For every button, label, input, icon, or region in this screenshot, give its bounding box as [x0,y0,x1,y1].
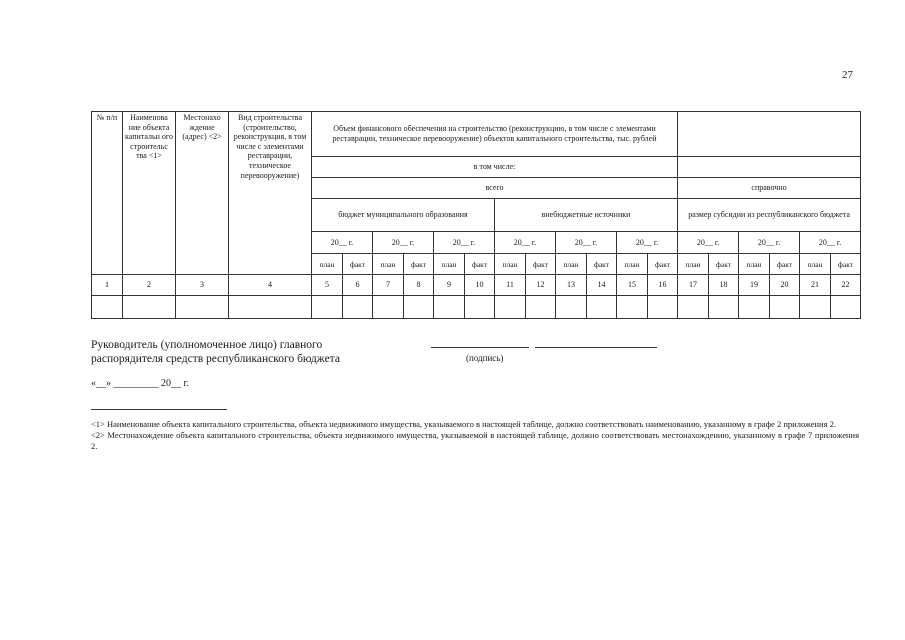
signature-block [91,338,340,366]
header-blank [678,112,861,157]
column-number: 10 [465,275,495,296]
signature-line[interactable] [431,347,529,348]
header-plan: план [373,254,404,275]
header-plan: план [312,254,343,275]
header-fact: факт [709,254,739,275]
empty-cell[interactable] [176,296,229,319]
empty-cell[interactable] [678,296,709,319]
column-number: 2 [123,275,176,296]
header-year: 20__ г. [434,232,495,254]
column-number: 3 [176,275,229,296]
header-fact: факт [343,254,373,275]
header-year: 20__ г. [739,232,800,254]
empty-cell[interactable] [709,296,739,319]
empty-cell[interactable] [556,296,587,319]
header-year: 20__ г. [556,232,617,254]
footnote-2: <2> Местонахождение объекта капитального строительства, объекта недвижимого имущества, указываемой в настоящей таблице, должно соответствовать местонахождению, указанному в графе 7 приложения 2. [91,430,859,451]
footnotes [91,419,859,452]
empty-cell[interactable] [343,296,373,319]
column-number: 18 [709,275,739,296]
header-fact: факт [526,254,556,275]
header-plan: план [495,254,526,275]
footnote-divider [91,409,227,410]
header-year: 20__ г. [617,232,678,254]
page-number: 27 [842,69,853,81]
header-extra-budget: внебюджетные источники [495,199,678,232]
column-number: 12 [526,275,556,296]
header-fact: факт [404,254,434,275]
header-in-total: в том числе: [312,157,678,178]
header-year: 20__ г. [312,232,373,254]
header-fact: факт [831,254,861,275]
column-number: 22 [831,275,861,296]
column-number: 7 [373,275,404,296]
empty-cell[interactable] [770,296,800,319]
header-object-name: Наименова ние объекта капитальн ого строительс тва <1> [123,112,176,275]
empty-cell[interactable] [312,296,343,319]
header-plan: план [434,254,465,275]
header-fact: факт [465,254,495,275]
header-plan: план [556,254,587,275]
financing-table [91,111,861,319]
header-location: Местонахо ждение (адрес) <2> [176,112,229,275]
column-number: 15 [617,275,648,296]
name-line[interactable] [535,347,657,348]
column-number: 13 [556,275,587,296]
column-number: 11 [495,275,526,296]
empty-cell[interactable] [831,296,861,319]
empty-cell[interactable] [587,296,617,319]
header-fact: факт [587,254,617,275]
empty-cell[interactable] [404,296,434,319]
empty-cell[interactable] [465,296,495,319]
header-financing: Объем финансового обеспечения на строительство (реконструкцию, в том числе с элементами реставрации, техническое перевооружение) объектов капитального строительства, тыс. рублей [312,112,678,157]
date-line: «__» _________ 20__ г. [91,378,189,389]
header-year: 20__ г. [373,232,434,254]
column-number: 17 [678,275,709,296]
header-num: № п/п [92,112,123,275]
column-number: 19 [739,275,770,296]
header-year: 20__ г. [800,232,861,254]
header-fact: факт [648,254,678,275]
header-year: 20__ г. [495,232,556,254]
empty-cell[interactable] [739,296,770,319]
header-municipal-budget: бюджет муниципального образования [312,199,495,232]
column-number: 1 [92,275,123,296]
column-number: 9 [434,275,465,296]
column-number: 16 [648,275,678,296]
header-plan: план [678,254,709,275]
header-plan: план [617,254,648,275]
empty-cell[interactable] [648,296,678,319]
column-number: 6 [343,275,373,296]
header-plan: план [800,254,831,275]
empty-cell[interactable] [495,296,526,319]
empty-cell[interactable] [92,296,123,319]
header-construction-type: Вид строительства (строительство, реконструкция, в том числе с элементами реставрации, техническое перевооружение) [229,112,312,275]
empty-cell[interactable] [617,296,648,319]
column-number: 5 [312,275,343,296]
header-total: всего [312,178,678,199]
empty-cell[interactable] [526,296,556,319]
empty-cell[interactable] [373,296,404,319]
signatory-title-line2: распорядителя средств республиканского бюджета [91,353,340,365]
header-year: 20__ г. [678,232,739,254]
column-number: 20 [770,275,800,296]
header-plan: план [739,254,770,275]
column-number: 14 [587,275,617,296]
header-subsidy: размер субсидии из республиканского бюджета [678,199,861,232]
column-number: 4 [229,275,312,296]
header-fact: факт [770,254,800,275]
column-number: 21 [800,275,831,296]
signatory-title-line1: Руководитель (уполномоченное лицо) главного [91,339,323,351]
empty-cell[interactable] [123,296,176,319]
footnote-1: <1> Наименование объекта капитального строительства, объекта недвижимого имущества, указываемого в настоящей таблице, должно соответствовать наименованию, указанному в графе 2 приложения 2. [91,419,837,429]
header-reference: справочно [678,178,861,199]
header-blank [678,157,861,178]
empty-cell[interactable] [229,296,312,319]
empty-cell[interactable] [800,296,831,319]
signature-caption: (подпись) [466,353,504,363]
column-number: 8 [404,275,434,296]
empty-cell[interactable] [434,296,465,319]
